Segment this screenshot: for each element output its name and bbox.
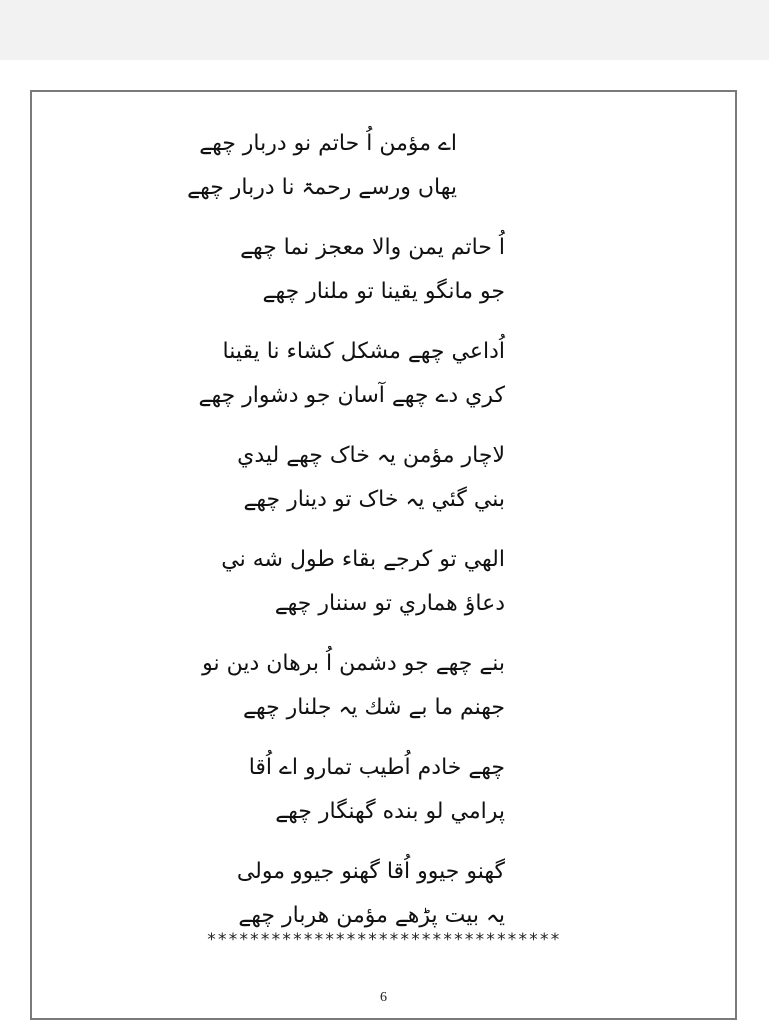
document-page xyxy=(30,90,737,1020)
verse-line: اُ حاتم یمن والا معجز نما چھے xyxy=(240,235,505,260)
asterisk-separator: ********************************* xyxy=(206,930,561,950)
stanza-7 xyxy=(32,746,735,834)
poem-body xyxy=(32,122,735,938)
verse-line: جو مانگو یقینا تو ملنار چھے xyxy=(262,279,505,304)
stanza-6 xyxy=(32,642,735,730)
verse-line: بني گئي یہ خاک تو دینار چھے xyxy=(243,487,505,512)
stanza-2 xyxy=(32,226,735,314)
stanza-8 xyxy=(32,850,735,938)
verse-line: دعاؤ هماري تو سننار چھے xyxy=(274,591,505,616)
verse-line: بنے چھے جو دشمن اُ برهان دین نو xyxy=(202,651,505,676)
stanza-1 xyxy=(32,122,735,210)
stanza-5 xyxy=(32,538,735,626)
verse-line: گھنو جیوو اُقا گھنو جیوو مولی xyxy=(236,859,505,884)
verse-line: کري دے چھے آسان جو دشوار چھے xyxy=(198,383,505,408)
verse-line: یہ بیت پڑھے مؤمن هربار چھے xyxy=(238,903,505,928)
page-number: 6 xyxy=(380,990,387,1005)
stanza-4 xyxy=(32,434,735,522)
top-toolbar-strip xyxy=(0,0,769,60)
verse-line: الهي تو کرجے بقاء طول شه ني xyxy=(221,547,505,572)
verse-line: اے مؤمن اُ حاتم نو دربار چھے xyxy=(199,131,457,156)
verse-line: چھے خادم اُطیب تمارو اے اُقا xyxy=(248,755,505,780)
verse-line: پرامي لو بنده گھنگار چھے xyxy=(275,799,505,824)
stanza-3 xyxy=(32,330,735,418)
verse-line: یھاں ورسے رحمۃ نا دربار چھے xyxy=(187,175,457,200)
verse-line: اُداعي چھے مشکل کشاء نا یقینا xyxy=(222,339,505,364)
verse-line: لاچار مؤمن یہ خاک چھے لیدي xyxy=(237,443,505,468)
verse-line: جهنم ما بے شك یہ جلنار چھے xyxy=(243,695,505,720)
